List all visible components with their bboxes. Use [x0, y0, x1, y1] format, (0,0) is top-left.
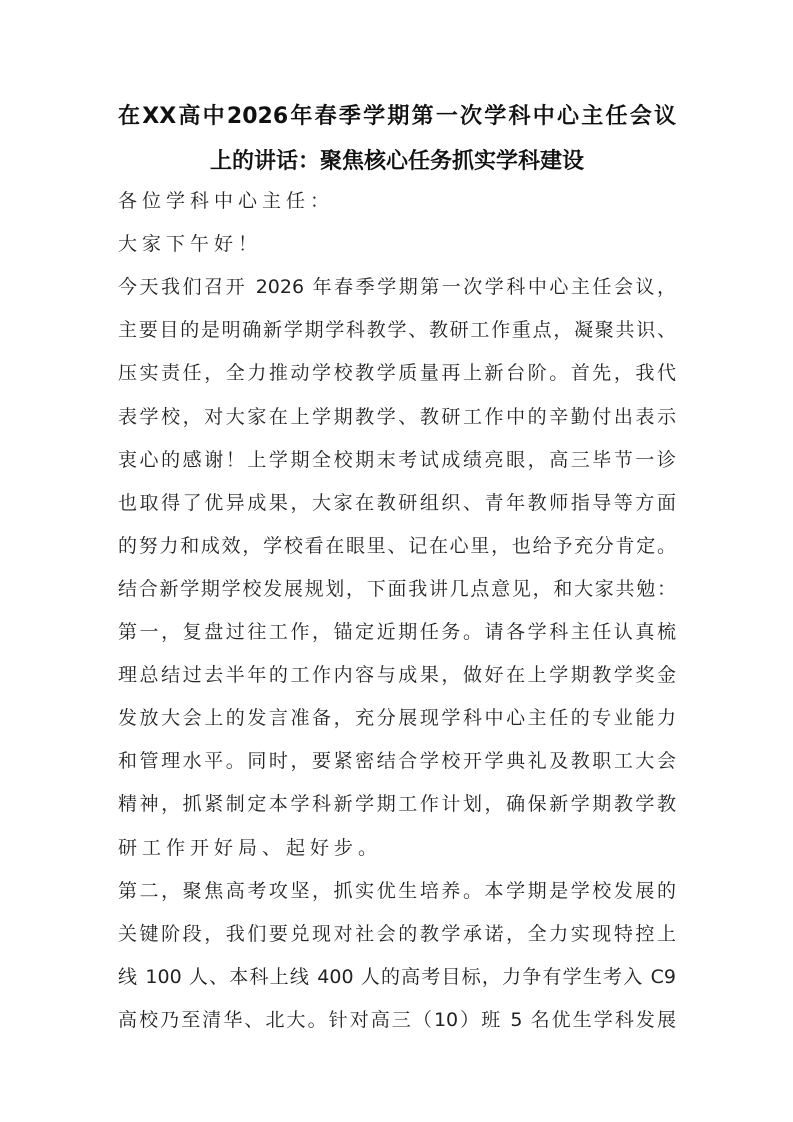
- paragraph-line: 精神，抓紧制定本学科新学期工作计划，确保新学期教学教: [118, 793, 676, 816]
- paragraph-line: 衷心的感谢！上学期全校期末考试成绩亮眼，高三毕节一诊: [118, 448, 676, 471]
- document-title-line-2: 上的讲话：聚焦核心任务抓实学科建设: [209, 149, 584, 174]
- paragraph-line: 第二，聚焦高考攻坚，抓实优生培养。本学期是学校发展的: [118, 879, 676, 902]
- paragraph-line: 和管理水平。同时，要紧密结合学校开学典礼及教职工大会: [118, 750, 676, 773]
- paragraph-line: 理总结过去半年的工作内容与成果，做好在上学期教学奖金: [118, 664, 676, 687]
- paragraph-line: 结合新学期学校发展规划，下面我讲几点意见，和大家共勉：: [118, 577, 676, 600]
- paragraph-line: 压实责任，全力推动学校教学质量再上新台阶。首先，我代: [118, 362, 676, 385]
- document-title-line-1: 在XX高中2026年春季学期第一次学科中心主任会议: [118, 104, 676, 129]
- paragraph-line: 今天我们召开 2026 年春季学期第一次学科中心主任会议，: [118, 276, 676, 299]
- paragraph-line: 大家下午好！: [118, 233, 263, 256]
- paragraph-line: 第一，复盘过往工作，锚定近期任务。请各学科主任认真梳: [118, 621, 676, 643]
- paragraph-line: 高校乃至清华、北大。针对高三（10）班 5 名优生学科发展: [118, 1008, 676, 1031]
- paragraph-line: 也取得了优异成果，大家在教研组织、青年教师指导等方面: [118, 491, 676, 514]
- paragraph-line: 各位学科中心主任：: [118, 190, 335, 212]
- paragraph-line: 发放大会上的发言准备，充分展现学科中心主任的专业能力: [118, 707, 676, 730]
- paragraph-line: 主要目的是明确新学期学科教学、教研工作重点，凝聚共识、: [118, 319, 676, 342]
- paragraph-line: 的努力和成效，学校看在眼里、记在心里，也给予充分肯定。: [118, 534, 676, 557]
- paragraph-line: 表学校，对大家在上学期教学、教研工作中的辛勤付出表示: [118, 405, 676, 428]
- paragraph-line: 研工作开好局、起好步。: [118, 836, 383, 859]
- paragraph-line: 线 100 人、本科上线 400 人的高考目标，力争有学生考入 C9: [118, 965, 676, 988]
- paragraph-line: 关键阶段，我们要兑现对社会的教学承诺，全力实现特控上: [118, 922, 676, 945]
